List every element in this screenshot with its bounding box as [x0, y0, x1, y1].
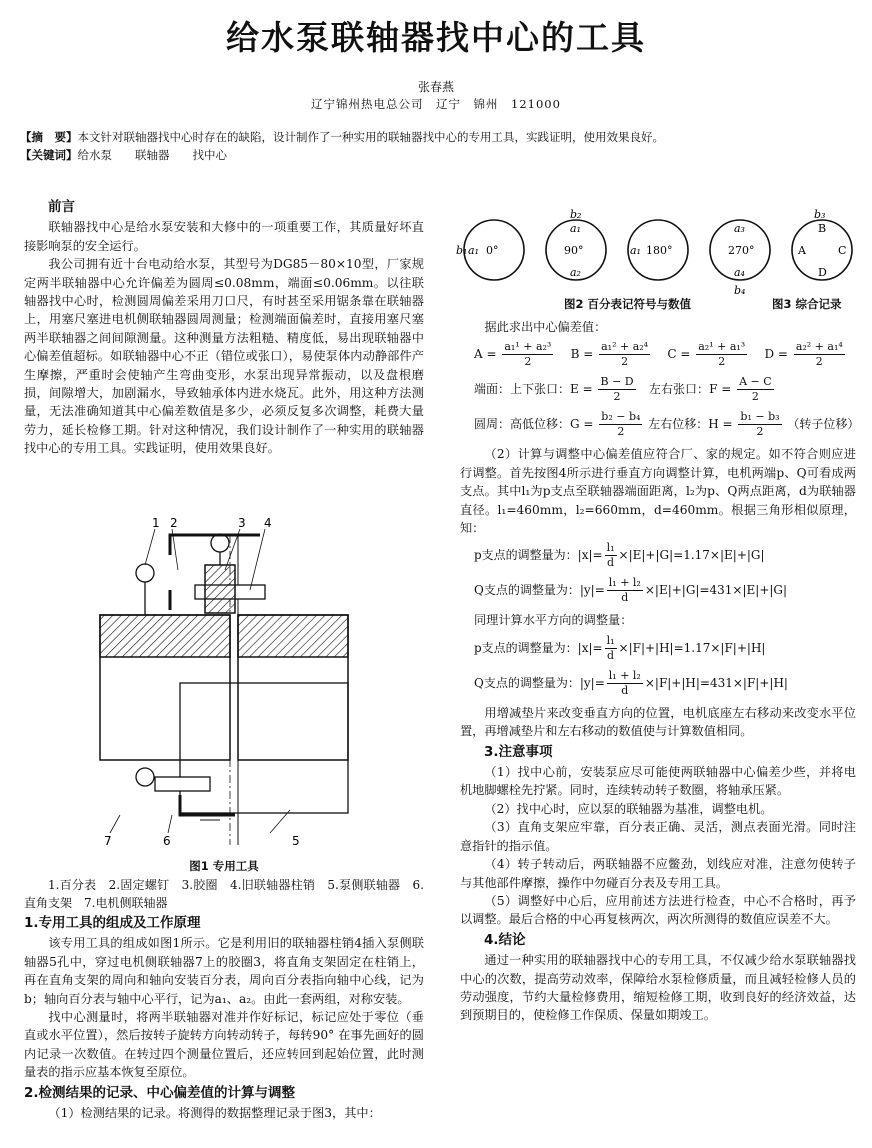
affiliation: 辽宁锦州热电总公司 辽宁 锦州 121000	[311, 97, 561, 111]
page-title: 给水泵联轴器找中心的工具	[226, 18, 646, 57]
note-5: （5）调整好中心后，应用前述方法进行检查，中心不合格时，再予以调整。最后合格的中心再复核两次，两次所测得的数值应误差不大。	[460, 893, 856, 927]
keywords-text: 给水泵 联轴器 找中心	[77, 148, 227, 162]
face-lr-label: 左右张口：	[649, 382, 710, 397]
eq-a-label: A =	[474, 347, 497, 362]
section-1-heading: 1.专用工具的组成及工作原理	[24, 915, 201, 931]
figure-2-caption: 图2 百分表记符号与数值	[564, 297, 692, 311]
eq2-pre: Q支点的调整量为：|y|=	[474, 583, 605, 598]
svg-text:b₁: b₁	[456, 244, 468, 257]
equations-circumference: 圆周：高低位移：G = $\frac{\text{b₂ − b₄}}{2}$ 左右位移：H = $\frac{\text{b₁ − b₃}}{2}$ （转子位移）	[474, 410, 860, 439]
abstract	[20, 128, 860, 146]
figure-1-legend: 1.百分表 2.固定螺钉 3.胶圈 4.旧联轴器柱销 5.泵侧联轴器 6.直角支架 7.电机侧联轴器	[24, 878, 424, 910]
section-4-heading: 4.结论	[484, 931, 526, 948]
abstract-text: 本文针对联轴器找中心时存在的缺陷，设计制作了一种实用的联轴器找中心的专用工具，实践证明，使用效果良好。	[77, 130, 664, 144]
svg-text:a₂: a₂	[570, 266, 581, 279]
note-4: （4）转子转动后，两联轴器不应鳖劲，划线应对准，注意勿使转子与其他部件摩擦，操作中勿碰百分表及专用工具。	[460, 857, 856, 890]
equation-1: p支点的调整量为：|x|= $\frac{\text{l₁}}{d}$ ×|E|+|G|=1.17×|E|+|G|	[474, 541, 765, 570]
fig3-letter-B: B	[818, 222, 827, 235]
svg-text:a₄: a₄	[734, 266, 745, 279]
svg-text:a₃: a₃	[734, 222, 745, 235]
note-2: （2）找中心时，应以泵的联轴器为基准，调整电机。	[484, 801, 773, 816]
section-1-paragraph-2: 找中心测量时，将两半联轴器对准并作好标记，标记应处于零位（垂直或水平位置），然后按转子旋转方向转动转子，每转90° 在事先画好的圆内记录一次数值。在转过四个测量位置后，还应转回到起始位置，此时测量表的指示应基本恢复至原位。	[24, 1010, 424, 1080]
left-column-bottom	[24, 876, 424, 1122]
abstract-label: 【摘 要】	[20, 130, 78, 144]
eq2-post: ×|E|+|G|=431×|E|+|G|	[644, 583, 788, 598]
circle-90-label: 90°	[564, 244, 584, 257]
section-intro-heading: 前言	[48, 199, 75, 215]
eq-d-label: D =	[764, 347, 788, 362]
conclusion-paragraph: 通过一种实用的联轴器找中心的专用工具，不仅减少给水泵联轴器找中心的次数，提高劳动效率，保障给水泵检修质量，而且减轻检修人员的劳动强度，节约大量检修费用，缩短检修工期，收到良好的经济效益，达到预期目的，使检修工作保质、保量如期竣工。	[460, 953, 856, 1023]
face-label: 端面：上下张口：	[474, 382, 571, 397]
intro-paragraph-1: 联轴器找中心是给水泵安装和大修中的一项重要工作，其质量好坏直接影响泵的安全运行。	[24, 220, 424, 253]
fig3-letter-D: D	[818, 266, 827, 279]
circle-270-label: 270°	[728, 244, 755, 257]
eq4-post: ×|F|+|H|=431×|F|+|H|	[644, 675, 788, 690]
section-2-paragraph-1: （1）检测结果的记录。将测得的数据整理记录于图3，其中：	[48, 1106, 381, 1121]
calc-paragraph: （2）计算与调整中心偏差值应符合厂、家的规定。如不符合则应进行调整。首先按图4所示进行垂直方向调整计算，电机两端p、Q可看成两支点。其中l₁为p支点至联轴器端面距离，l₂为p、Q两点距离，d为联轴器直径。l₁=460mm，l₂=660mm，d=460mm。根据三角形相似原理，知：	[460, 447, 856, 536]
fig1-label-4: 4	[264, 516, 272, 530]
eq-c-label: C =	[667, 347, 691, 362]
fig3-letter-A: A	[798, 244, 806, 257]
circ-label: 圆周：高低位移：	[474, 417, 571, 432]
fig1-label-2: 2	[170, 516, 178, 530]
eq-b-label: B =	[570, 347, 594, 362]
fig1-label-5: 5	[292, 834, 300, 848]
right-column	[460, 318, 860, 1025]
fig1-label-1: 1	[152, 516, 160, 530]
eq4-pre: Q支点的调整量为：|y|=	[474, 675, 605, 690]
svg-text:b₄: b₄	[734, 284, 746, 297]
svg-text:b₂: b₂	[570, 208, 582, 221]
circle-180-label: 180°	[646, 244, 673, 257]
equation-4: Q支点的调整量为：|y|= $\frac{\text{l₁ + l₂}}{d}$ ×|F|+|H|=431×|F|+|H|	[474, 668, 788, 697]
section-2-heading: 2.检测结果的记录、中心偏差值的计算与调整	[24, 1084, 296, 1101]
svg-text:b₃: b₃	[814, 208, 826, 221]
fig1-label-7: 7	[104, 834, 112, 848]
eq3-pre: p支点的调整量为：|x|=	[474, 640, 603, 655]
svg-text:a₁: a₁	[630, 244, 641, 257]
keywords-label: 【关键词】	[20, 148, 78, 162]
equation-mid-text: 同理计算水平方向的调整量：	[474, 613, 633, 628]
author: 张春燕	[417, 80, 454, 94]
section-3-heading: 3.注意事项	[484, 743, 553, 760]
note-1: （1）找中心前，安装泵应尽可能使两联轴器中心偏差少些，并将电机地脚螺栓先拧紧。同时，连续转动转子数圈，将轴承压紧。	[460, 765, 856, 798]
equations-abcd: A = $\frac{\text{a₁¹ + a₂³}}{2}$ B = $\frac{\text{a₁² + a₂⁴}}{2}$ C = $\frac{\text{a₂¹ + a₁³}}{2}$ D = $\frac{\text{a₂² + a₁⁴}}{2}$	[474, 340, 843, 369]
intro-paragraph-2: 我公司拥有近十台电动给水泵，其型号为DG85－80×10型，厂家规定两半联轴器中心允许偏差为圆周≤0.08mm，端面≤0.06mm。以往联轴器找中心时，检测圆周偏差采用刀口尺，有时甚至采用锯条靠在联轴器上，用塞尺塞进电机侧联轴器圆周测量；检测端面偏差时，直接用塞尺塞两半联轴器之间间隙测量。这种测量方法粗糙、精度低，易出现联轴器中心偏差值超标。如联轴器中心不正（错位或张口），易使泵体内动静部件产生摩擦，严重时会使轴产生弯曲变形，水泵出现异常振动，以及盘根磨损，间隙增大，加剧漏水，导致轴承体内进水烧瓦。此外，用这种方法测量，无法准确知道其中心偏差数值是多少，必须反复多次调整，耗费大量劳力，延长检修工期。针对这种情况，我们设计制作了一种实用的联轴器找中心的专用工具。实践证明，使用效果良好。	[24, 257, 424, 456]
eq1-pre: p支点的调整量为：|x|=	[474, 548, 603, 563]
equations-face: 端面：上下张口：E = $\frac{B - D}{2}$ 左右张口：F = $\frac{A - C}{2}$	[474, 375, 772, 404]
figure-3-caption: 图3 综合记录	[772, 297, 842, 311]
note-3: （3）直角支架应牢靠，百分表正确、灵活，测点表面光滑。同时注意指针的指示值。	[460, 820, 856, 853]
equation-3: p支点的调整量为：|x|= $\frac{\text{l₁}}{d}$ ×|F|+|H|=1.17×|F|+|H|	[474, 633, 766, 662]
deviation-intro: 据此求出中心偏差值：	[484, 320, 607, 334]
left-column-top	[24, 196, 424, 458]
fig3-letter-C: C	[838, 244, 847, 257]
keywords	[20, 146, 860, 164]
figure-2-3-dial-records	[452, 208, 862, 298]
circ-lr-label: 左右位移：	[648, 417, 709, 432]
figure-1-caption: 图1 专用工具	[189, 859, 259, 873]
eq1-post: ×|E|+|G|=1.17×|E|+|G|	[618, 548, 765, 563]
circle-0-label: 0°	[486, 244, 499, 257]
section-1-paragraph-1: 该专用工具的组成如图1所示。它是利用旧的联轴器柱销4插入泵侧联轴器5孔中，穿过电机侧联轴器7上的胶圈3，将直角支架固定在柱销上，再在直角支架的周向和轴向安装百分表，周向百分表指向轴中心线，记为b；轴向百分表与轴中心平行，记为a₁、a₂。由此一套两组，对称安装。	[24, 936, 424, 1006]
adjust-paragraph: 用增减垫片来改变垂直方向的位置，电机底座左右移动来改变水平位置，再增减垫片和左右移动的数值使与计算数值相同。	[460, 705, 856, 739]
fig1-label-3: 3	[238, 516, 246, 530]
equation-2: Q支点的调整量为：|y|= $\frac{\text{l₁ + l₂}}{d}$ ×|E|+|G|=431×|E|+|G|	[474, 576, 788, 605]
figure-1-tool-drawing	[60, 515, 400, 855]
fig1-label-6: 6	[163, 834, 171, 848]
svg-text:a₁: a₁	[468, 244, 479, 257]
eq3-post: ×|F|+|H|=1.17×|F|+|H|	[618, 640, 766, 655]
circ-note: （转子位移）	[787, 417, 860, 432]
svg-text:a₁: a₁	[570, 222, 581, 235]
